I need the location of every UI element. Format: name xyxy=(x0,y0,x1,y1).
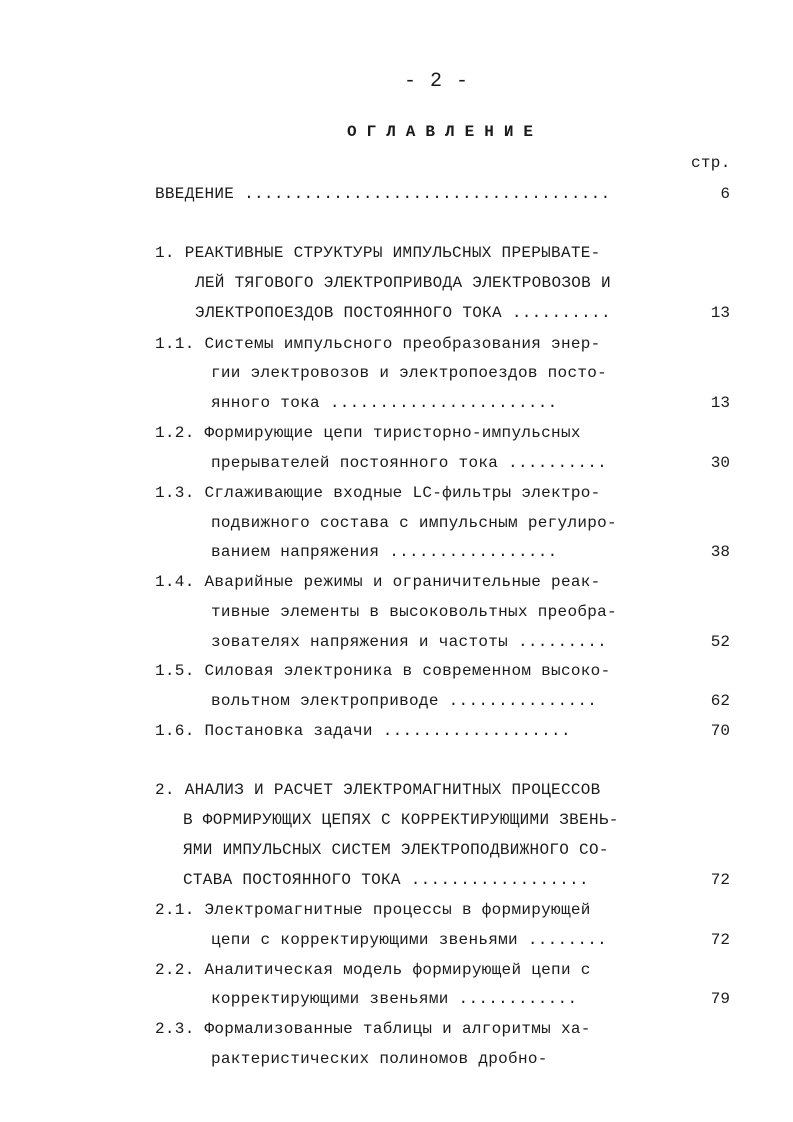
toc-line: ЛЕЙ ТЯГОВОГО ЭЛЕКТРОПРИВОДА ЭЛЕКТРОВОЗОВ И xyxy=(195,274,611,292)
toc-page-number: 62 xyxy=(710,692,730,710)
toc-line: рактеристических полиномов дробно- xyxy=(211,1050,548,1068)
toc-page-number: 38 xyxy=(710,543,730,561)
toc-line: ЭЛЕКТРОПОЕЗДОВ ПОСТОЯННОГО ТОКА .......... xyxy=(195,304,611,322)
toc-line: цепи с корректирующими звеньями ........ xyxy=(211,931,608,949)
toc-line: 1.3. Сглаживающие входные LC-фильтры электро- xyxy=(155,484,601,502)
toc-line: 2.1. Электромагнитные процессы в формирующей xyxy=(155,901,591,919)
toc-line: СТАВА ПОСТОЯННОГО ТОКА .................. xyxy=(183,871,589,889)
toc-line: корректирующими звеньями ............ xyxy=(211,990,578,1008)
toc-line: 1.1. Системы импульсного преобразования энер- xyxy=(155,335,601,353)
toc-page-number: 72 xyxy=(710,871,730,889)
toc-page-number: 52 xyxy=(710,633,730,651)
toc-line: янного тока ....................... xyxy=(211,394,558,412)
toc-line: 2. АНАЛИЗ И РАСЧЕТ ЭЛЕКТРОМАГНИТНЫХ ПРОЦЕССОВ xyxy=(155,781,601,799)
toc-line: ванием напряжения ................. xyxy=(211,543,558,561)
toc-line: зователях напряжения и частоты ......... xyxy=(211,633,608,651)
toc-line: 1.2. Формирующие цепи тиристорно-импульсных xyxy=(155,424,581,442)
toc-line: 1.6. Постановка задачи ................... xyxy=(155,722,571,740)
toc-heading: ОГЛАВЛЕНИЕ xyxy=(347,123,544,141)
toc-line: 1.4. Аварийные режимы и ограничительные реак- xyxy=(155,573,601,591)
toc-line: 1. РЕАКТИВНЫЕ СТРУКТУРЫ ИМПУЛЬСНЫХ ПРЕРЫВАТЕ- xyxy=(155,244,601,262)
toc-line: прерывателей постоянного тока .......... xyxy=(211,454,608,472)
toc-page-number: 70 xyxy=(710,722,730,740)
toc-page-number: 13 xyxy=(710,304,730,322)
toc-line: 2.3. Формализованные таблицы и алгоритмы ха- xyxy=(155,1020,591,1038)
toc-line: В ФОРМИРУЮЩИХ ЦЕПЯХ С КОРРЕКТИРУЮЩИМИ ЗВЕНЬ- xyxy=(183,811,619,829)
toc-line: гии электровозов и электропоездов посто- xyxy=(211,364,608,382)
toc-line: вольтном электроприводе ............... xyxy=(211,692,598,710)
toc-line: ЯМИ ИМПУЛЬСНЫХ СИСТЕМ ЭЛЕКТРОПОДВИЖНОГО СО- xyxy=(183,841,609,859)
toc-line: 1.5. Силовая электроника в современном высоко- xyxy=(155,662,611,680)
toc-page-number: 6 xyxy=(720,185,730,203)
toc-page-number: 72 xyxy=(710,931,730,949)
toc-line: подвижного состава с импульсным регулиро- xyxy=(211,514,617,532)
page-number: - 2 - xyxy=(404,70,470,93)
toc-page-number: 13 xyxy=(710,394,730,412)
toc-line: ВВЕДЕНИЕ ..................................... xyxy=(155,185,611,203)
toc-page-number: 79 xyxy=(710,990,730,1008)
toc-line: 2.2. Аналитическая модель формирующей цепи с xyxy=(155,961,591,979)
toc-line: тивные элементы в высоковольтных преобра- xyxy=(211,603,617,621)
toc-page-number: 30 xyxy=(710,454,730,472)
pages-column-label: стр. xyxy=(691,154,731,172)
